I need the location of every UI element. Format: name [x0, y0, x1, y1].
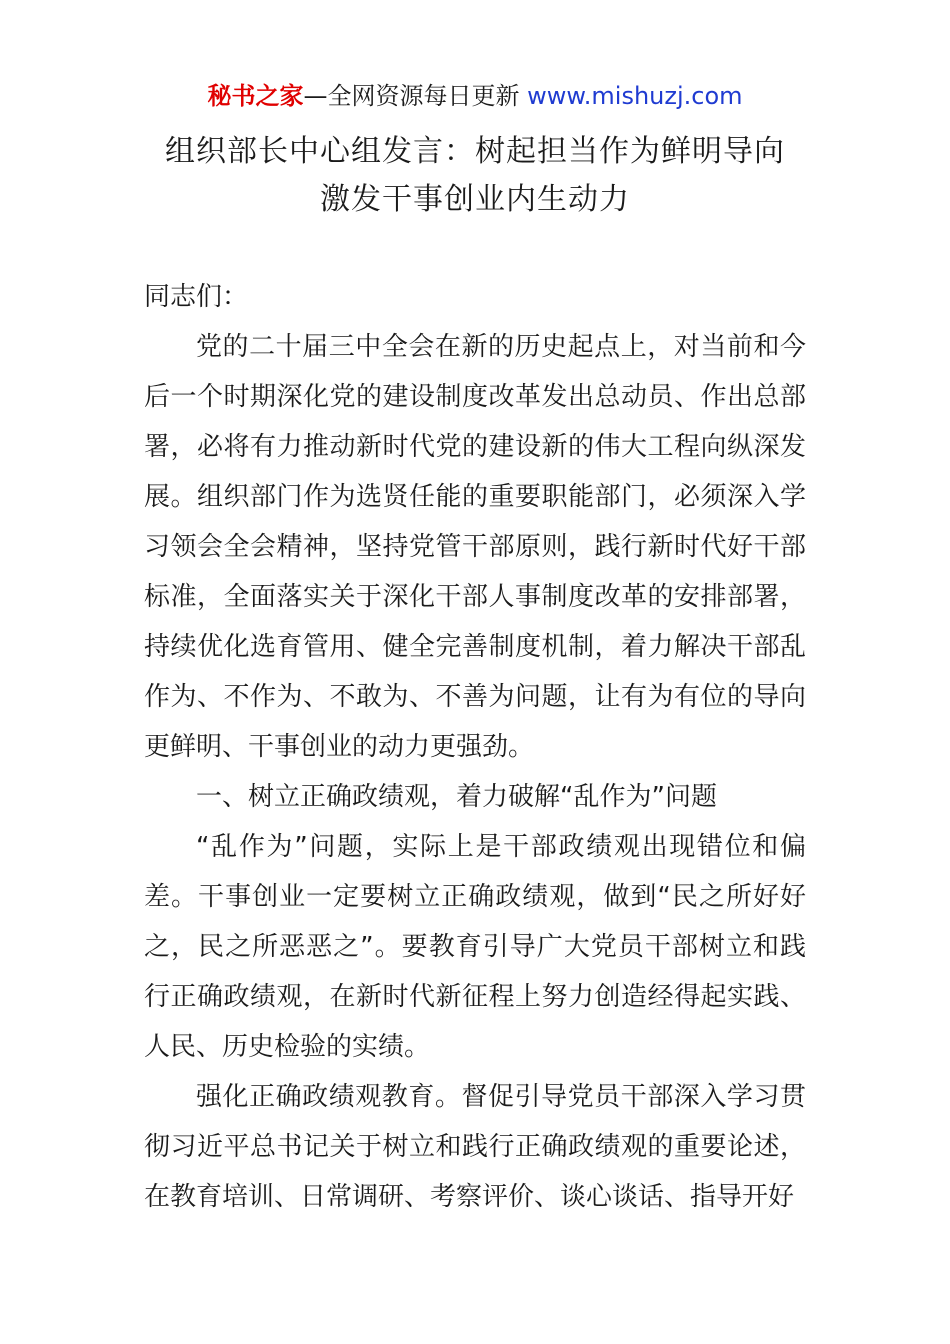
document-title	[0, 128, 950, 224]
header-tagline: —全网资源每日更新	[303, 82, 520, 110]
brand-name: 秘书之家	[207, 82, 304, 110]
salutation: 同志们：	[144, 282, 249, 312]
title-line-2: 激发干事创业内生动力	[320, 182, 630, 217]
title-line-1: 组织部长中心组发言：树起担当作为鲜明导向	[165, 134, 785, 169]
paragraph-1: 党的二十届三中全会在新的历史起点上，对当前和今后一个时期深化党的建设制度改革发出总动员、作出总部署，必将有力推动新时代党的建设新的伟大工程向纵深发展。组织部门作为选贤任能的重要职能部门，必须深入学习领会全会精神，坚持党管干部原则，践行新时代好干部标准，全面落实关于深化干部人事制度改革的安排部署，持续优化选育管用、健全完善制度机制，着力解决干部乱作为、不作为、不敢为、不善为问题，让有为有位的导向更鲜明、干事创业的动力更强劲。	[144, 332, 806, 762]
document-body	[144, 272, 806, 1222]
site-url[interactable]: www.mishuzj.com	[527, 82, 743, 110]
paragraph-3: 强化正确政绩观教育。督促引导党员干部深入学习贯彻习近平总书记关于树立和践行正确政绩观的重要论述，在教育培训、日常调研、考察评价、谈心谈话、指导开好	[144, 1082, 806, 1212]
paragraph-2: “乱作为”问题，实际上是干部政绩观出现错位和偏差。干事创业一定要树立正确政绩观，做到“民之所好好之，民之所恶恶之”。要教育引导广大党员干部树立和践行正确政绩观，在新时代新征程上努力创造经得起实践、人民、历史检验的实绩。	[144, 832, 806, 1062]
section-1-heading: 一、树立正确政绩观，着力破解“乱作为”问题	[196, 782, 717, 812]
site-header	[0, 80, 950, 112]
